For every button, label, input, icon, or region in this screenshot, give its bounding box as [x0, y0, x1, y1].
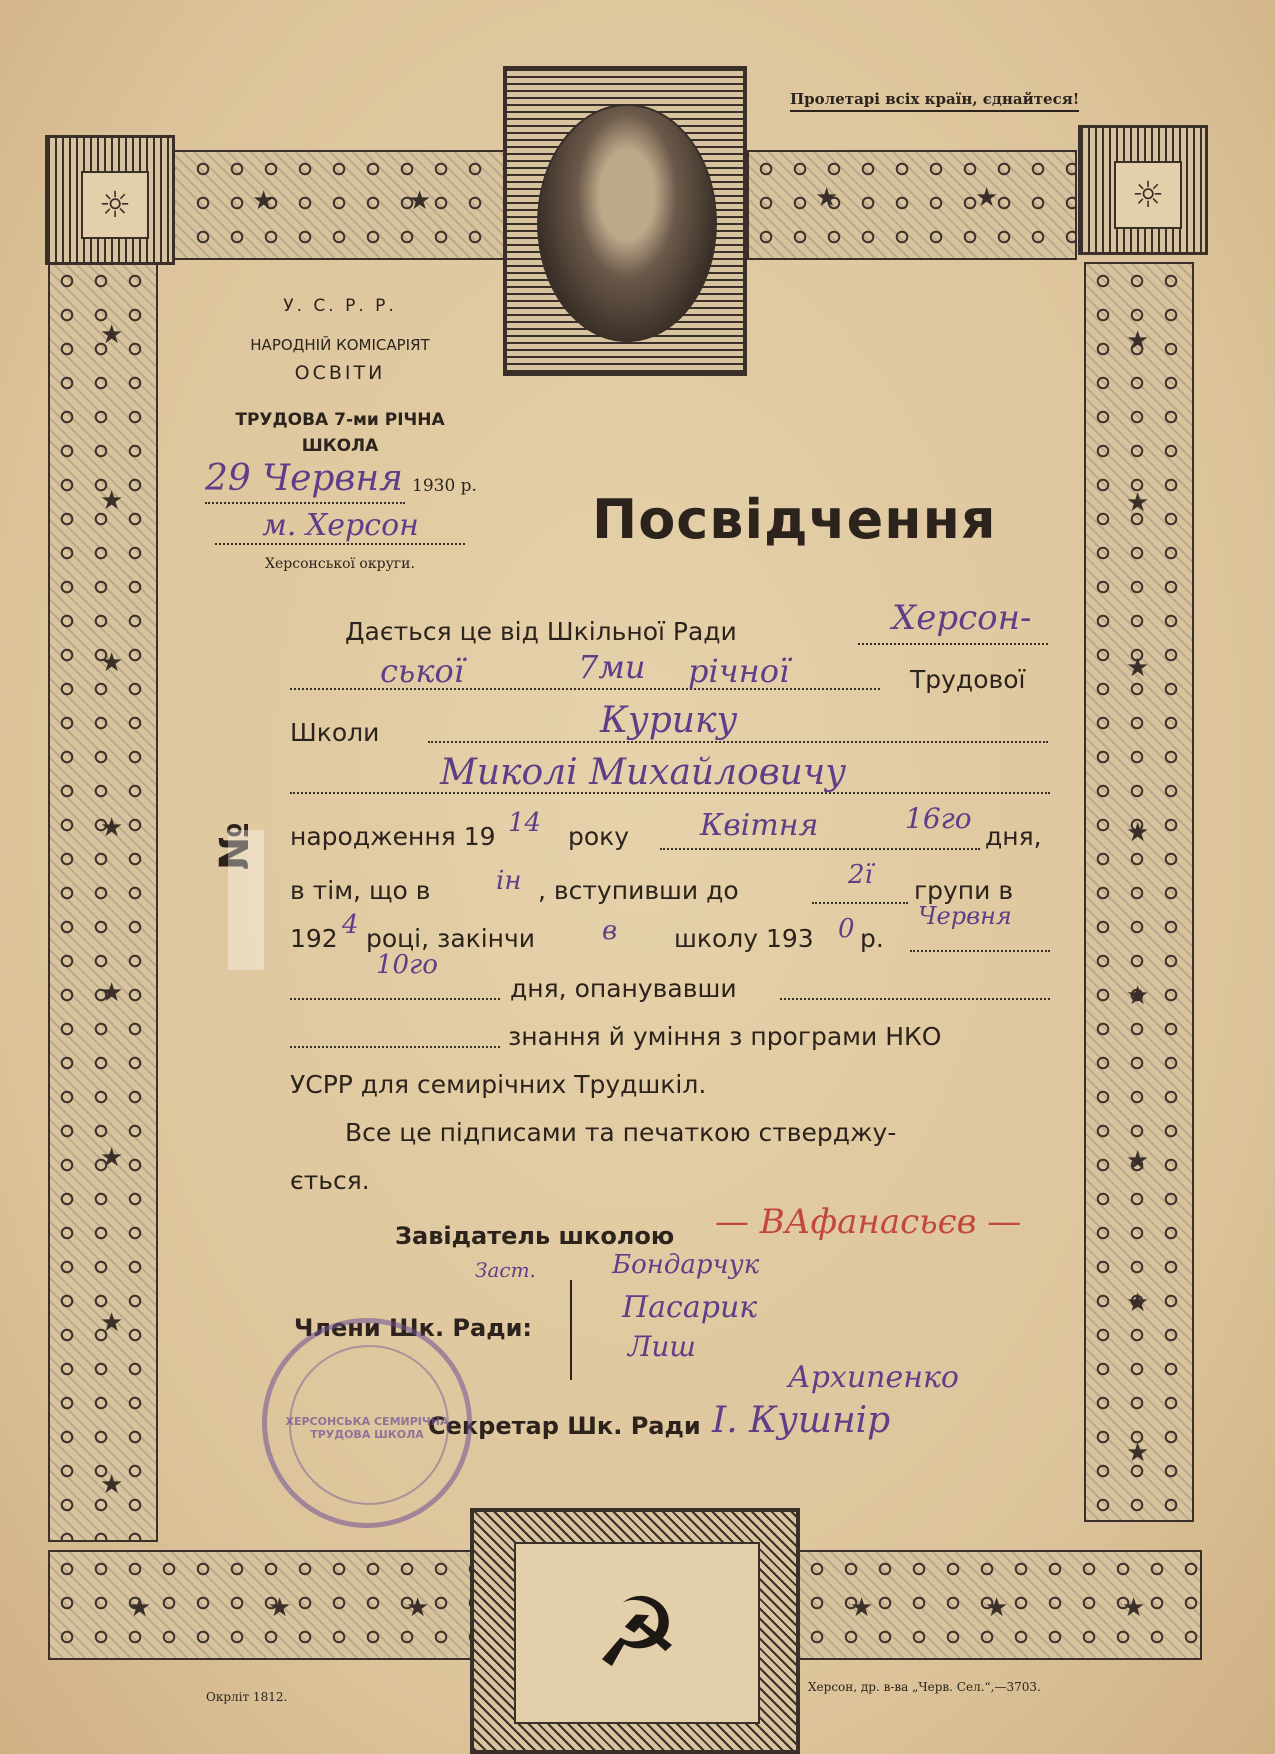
slogan: Пролетарі всіх країн, єднайтеся!: [790, 90, 1079, 112]
handwritten-date: 29 Червня: [205, 458, 403, 499]
body-line-2-end: Трудової: [910, 665, 1026, 694]
born-end: дня,: [985, 822, 1042, 851]
fill-line: [780, 998, 1050, 1000]
number-box: [228, 830, 264, 970]
line6-c: школу 193: [674, 924, 814, 953]
line6-a: 192: [290, 924, 338, 953]
header-commissariat: НАРОДНІЙ КОМІСАРІЯТ: [250, 336, 430, 354]
star-icon: ★: [850, 1593, 874, 1623]
portrait-image: [537, 104, 717, 342]
right-ornament-band: [1084, 262, 1194, 1522]
member-signature-2: Пасарик: [622, 1290, 758, 1325]
secretary-label: Секретар Шк. Ради: [428, 1412, 701, 1440]
fill-line: [428, 741, 1048, 743]
city-line: [215, 543, 465, 545]
member-signature-prefix: Заст.: [475, 1258, 536, 1282]
fill-line: [660, 848, 980, 850]
line6-b: році, закінчи: [366, 924, 536, 953]
left-ornament-band: [48, 262, 158, 1542]
member-signature-1: Бондарчук: [612, 1250, 760, 1280]
hw-richnoi: річної: [688, 652, 790, 690]
fill-line: [290, 1046, 500, 1048]
hw-surname: Курику: [600, 700, 738, 741]
handwritten-city: м. Херсон: [262, 508, 419, 543]
fill-line: [910, 950, 1050, 952]
hw-year-out: 0: [838, 914, 855, 944]
header-school-word: ШКОЛА: [301, 436, 379, 456]
header-district: Херсонської округи.: [265, 556, 415, 572]
members-label: Члени Шк. Ради:: [294, 1314, 532, 1342]
star-icon: ★: [100, 486, 124, 516]
star-icon: ★: [100, 320, 124, 350]
hw-month-in: ін: [496, 866, 522, 896]
born-prefix: народження 19: [290, 822, 496, 851]
header-republic: У. С. Р. Р.: [283, 296, 397, 316]
line9: УСРР для семирічних Трудшкіл.: [290, 1070, 707, 1099]
line5-a: в тім, що в: [290, 876, 431, 905]
hw-name: Миколі Михайловичу: [440, 752, 847, 793]
member-signature-4: Архипенко: [788, 1360, 959, 1395]
header-year: 1930 р.: [412, 476, 477, 496]
date-line: [205, 502, 405, 504]
fill-line: [812, 902, 908, 904]
born-mid: року: [568, 822, 630, 851]
portrait-frame: [503, 66, 747, 376]
line5-c: групи в: [914, 876, 1014, 905]
corner-top-right: [1078, 125, 1208, 255]
star-icon: ★: [1126, 1146, 1150, 1176]
corner-top-left: [45, 135, 175, 265]
star-icon: ★: [100, 1143, 124, 1173]
hw-birth-month: Квітня: [700, 808, 819, 843]
hw-day-out: 10го: [376, 950, 438, 980]
hw-birth-day: 16го: [905, 802, 972, 835]
header-department: ОСВІТИ: [294, 362, 386, 384]
emblem-frame: [470, 1508, 800, 1754]
hammer-sickle-icon: ☭: [514, 1542, 760, 1724]
body-line-1: Дається це від Шкільної Ради: [345, 617, 737, 646]
director-signature: — ВАфанасьєв —: [715, 1202, 1022, 1242]
members-bracket: [570, 1280, 584, 1380]
hw-seventh: 7ми: [578, 648, 646, 686]
header-school-type: ТРУДОВА 7-ми РІЧНА: [235, 410, 445, 430]
fill-line: [290, 688, 880, 690]
hw-school-a: Херсон-: [892, 598, 1032, 638]
number-label: №: [212, 821, 258, 870]
star-icon: ★: [252, 186, 276, 216]
star-icon: ★: [128, 1593, 152, 1623]
star-icon: ★: [406, 1593, 430, 1623]
line8: знання й уміння з програми НКО: [508, 1022, 942, 1051]
line5-b: , вступивши до: [538, 876, 739, 905]
star-icon: ★: [100, 1308, 124, 1338]
star-icon: ★: [985, 1593, 1009, 1623]
hw-year-in: 4: [342, 910, 359, 940]
top-left-ornament-band: [150, 150, 506, 260]
fill-line: [858, 643, 1048, 645]
top-right-ornament-band: [747, 150, 1077, 260]
sun-emblem-icon: ☼: [1114, 161, 1182, 229]
star-icon: ★: [268, 1593, 292, 1623]
secretary-signature: І. Кушнір: [712, 1400, 891, 1441]
director-label: Завідатель школою: [395, 1222, 675, 1250]
star-icon: ★: [100, 978, 124, 1008]
line6-d: р.: [860, 924, 884, 953]
star-icon: ★: [815, 183, 839, 213]
sun-emblem-icon: ☼: [81, 171, 149, 239]
star-icon: ★: [1122, 1593, 1146, 1623]
star-icon: ★: [1126, 818, 1150, 848]
star-icon: ★: [100, 648, 124, 678]
star-icon: ★: [1126, 981, 1150, 1011]
member-signature-3: Лиш: [628, 1330, 696, 1363]
line11: ється.: [290, 1166, 370, 1195]
footer-right: Херсон, др. в-ва „Черв. Сел.“,—3703.: [808, 1680, 1041, 1694]
hw-group: 2ї: [848, 860, 873, 890]
star-icon: ★: [1126, 326, 1150, 356]
star-icon: ★: [1126, 653, 1150, 683]
fill-line: [290, 998, 500, 1000]
hw-birth-year: 14: [508, 808, 542, 838]
school-stamp: [262, 1318, 472, 1528]
hw-school-b: ської: [380, 652, 464, 690]
stamp-text: ХЕРСОНСЬКА СЕМИРІЧНА ТРУДОВА ШКОЛА: [285, 1415, 449, 1441]
star-icon: ★: [1126, 1438, 1150, 1468]
star-icon: ★: [1126, 488, 1150, 518]
star-icon: ★: [100, 1470, 124, 1500]
star-icon: ★: [975, 183, 999, 213]
star-icon: ★: [408, 186, 432, 216]
hw-v: в: [602, 916, 618, 946]
document-title: Посвідчення: [592, 488, 997, 551]
hw-month-out: Червня: [918, 902, 1012, 930]
footer-left: Окрліт 1812.: [206, 1690, 288, 1704]
body-line-3: Школи: [290, 718, 380, 747]
star-icon: ★: [1126, 1288, 1150, 1318]
star-icon: ★: [100, 813, 124, 843]
line7: дня, опанувавши: [510, 974, 737, 1003]
line10: Все це підписами та печаткою стверджу-: [345, 1118, 897, 1147]
